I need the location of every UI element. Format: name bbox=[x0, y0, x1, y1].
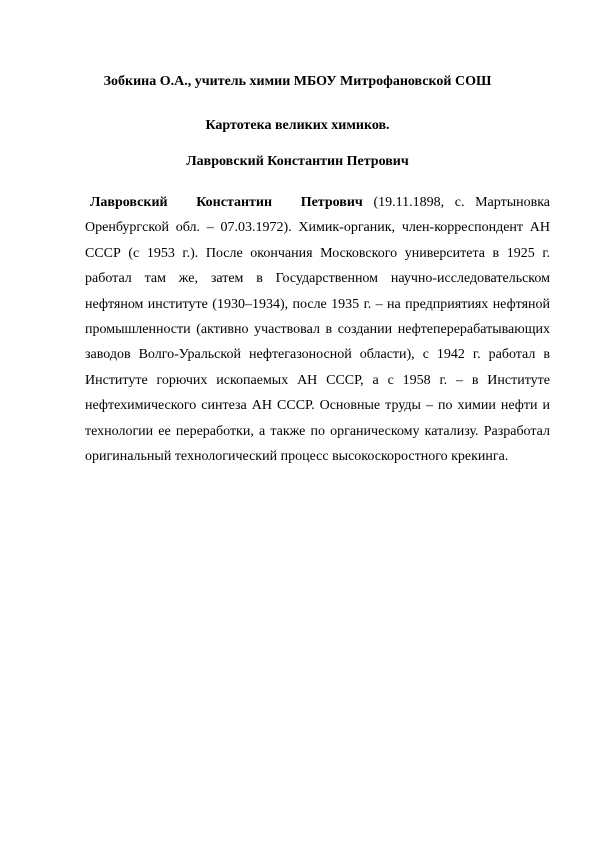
document-subtitle: Картотека великих химиков. bbox=[205, 118, 390, 133]
biography-paragraph bbox=[85, 190, 550, 469]
biography-lead-name: Лавровский Константин Петрович bbox=[90, 195, 363, 210]
biography-text: (19.11.1898, с. Мартыновка Оренбургской обл. – 07.03.1972). Химик-органик, член-корреспондент АН СССР (с 1953 г.). После окончания Московского университета в 1925 г. работал там же, затем в Государственном научно-исследовательском нефтяном институте (1930–1934), после 1935 г. – на предприятиях нефтяной промышленности (активно участвовал в создании нефтеперерабатывающих заводов Волго-Уральской нефтегазоносной области), с 1942 г. работал в Институте горючих ископаемых АН СССР, а с 1958 г. – в Институте нефтехимического синтеза АН СССР. Основные труды – по химии нефти и технологии ее переработки, а также по органическому катализу. Разработал оригинальный технологический процесс высокоскоростного крекинга. bbox=[85, 195, 551, 465]
person-heading: Лавровский Константин Петрович bbox=[186, 154, 409, 169]
author-line: Зобкина О.А., учитель химии МБОУ Митрофановской СОШ bbox=[103, 74, 492, 89]
